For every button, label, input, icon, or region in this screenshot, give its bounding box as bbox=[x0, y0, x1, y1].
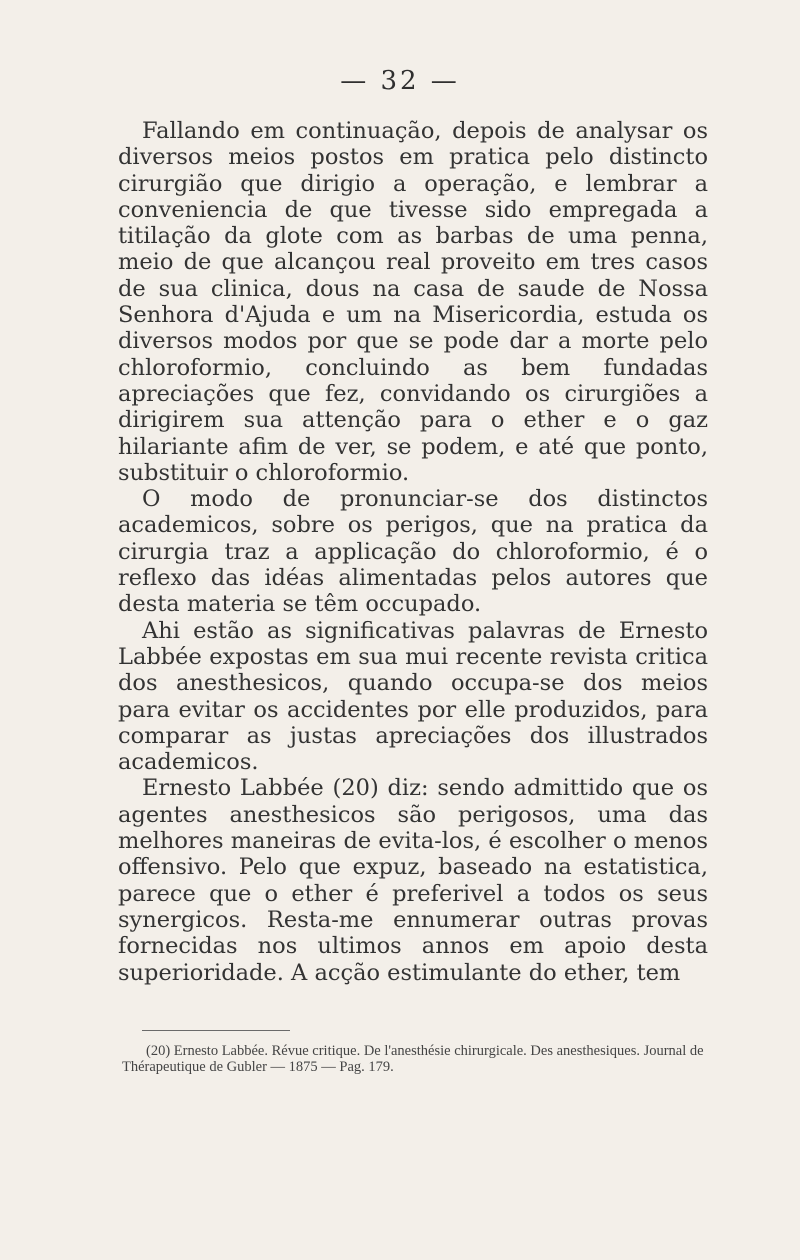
paragraph: Ahi estão as significativas palavras de Ernesto Labbée expostas em sua mui recente revista critica dos anesthesicos, quando occupa-se dos meios para evitar os accidentes por elle produzidos, para comparar as justas apreciações dos illustrados academicos. bbox=[118, 617, 708, 776]
footnote-text: (20) Ernesto Labbée. Révue critique. De l'anesthésie chirurgicale. Des anesthesiques. Journal de Thérapeutique de Gubler — 1875 — Pag. 179. bbox=[122, 1043, 704, 1075]
main-text bbox=[118, 118, 708, 986]
footnote-divider bbox=[142, 1030, 290, 1031]
paragraph: Ernesto Labbée (20) diz: sendo admittido que os agentes anesthesicos são perigosos, uma das melhores maneiras de evita-los, é escolher o menos offensivo. Pelo que expuz, baseado na estatistica, parece que o ether é preferivel a todos os seus synergicos. Resta-me ennumerar outras provas fornecidas nos ultimos annos em apoio desta superioridade. A acção estimulante do ether, tem bbox=[118, 775, 708, 986]
footnote bbox=[122, 1043, 707, 1075]
paragraph: Fallando em continuação, depois de analysar os diversos meios postos em pratica pelo distincto cirurgião que dirigio a operação, e lembrar a conveniencia de que tivesse sido empregada a titilação da glote com as barbas de uma penna, meio de que alcançou real proveito em tres casos de sua clinica, dous na casa de saude de Nossa Senhora d'Ajuda e um na Misericordia, estuda os diversos modos por que se pode dar a morte pelo chloroformio, concluindo as bem fundadas apreciações que fez, convidando os cirurgiões a dirigirem sua attenção para o ether e o gaz hilariante afim de ver, se podem, e até que ponto, substituir o chloroformio. bbox=[118, 118, 708, 486]
paragraph: O modo de pronunciar-se dos distinctos academicos, sobre os perigos, que na pratica da cirurgia traz a applicação do chloroformio, é o reflexo das idéas alimentadas pelos autores que desta materia se têm occupado. bbox=[118, 486, 708, 618]
page-number: — 32 — bbox=[340, 66, 460, 96]
